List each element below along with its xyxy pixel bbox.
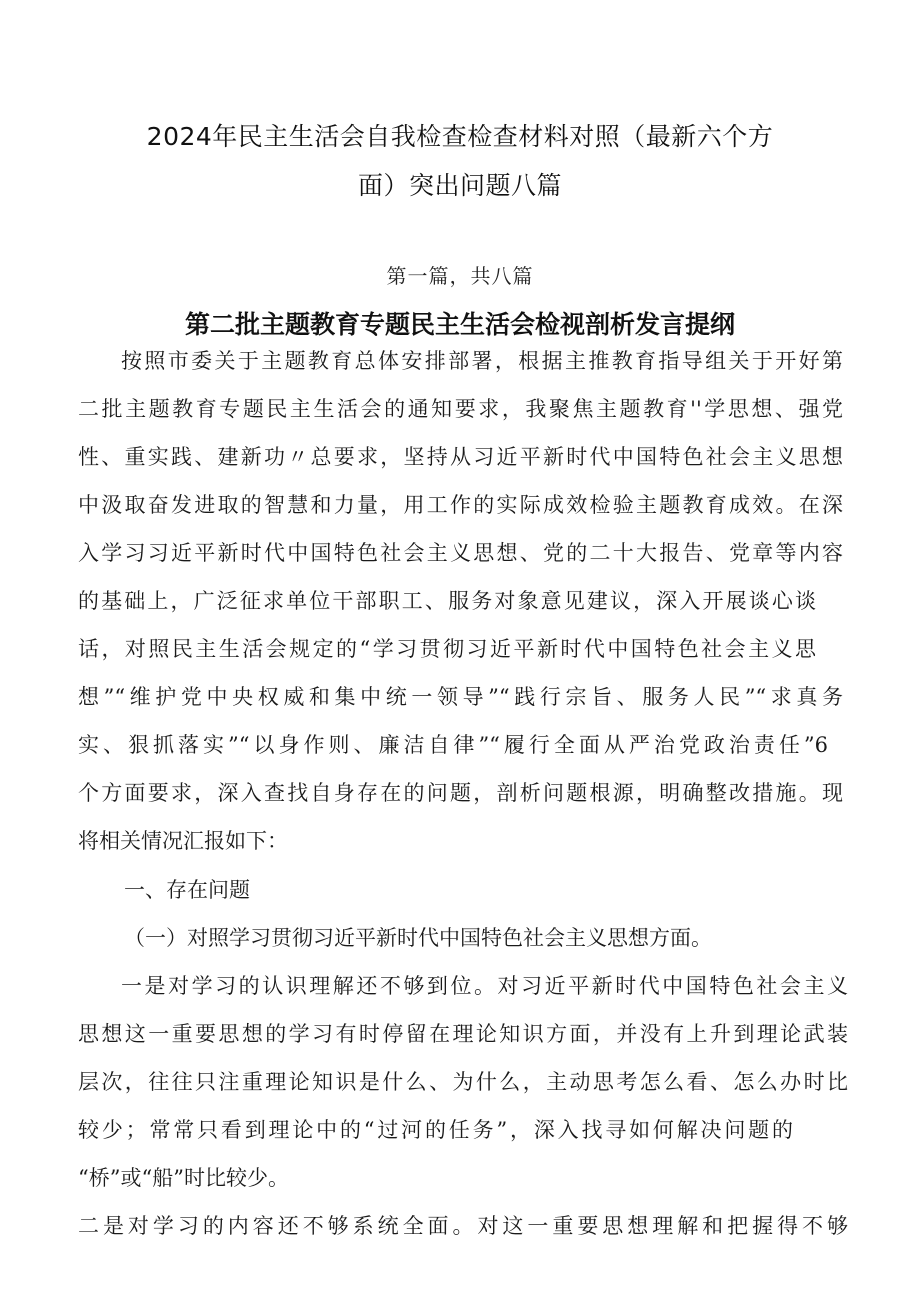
document-title-line-1: 2024年民主生活会自我检查检查材料对照（最新六个方 xyxy=(146,122,774,151)
body-line: 层次，往往只注重理论知识是什么、为什么，主动思考怎么看、怎么办时比 xyxy=(78,1070,848,1094)
body-line: 性、重实践、建新功〃总要求，坚持从习近平新时代中国特色社会主义思想 xyxy=(78,445,843,469)
body-line: 的基础上，广泛征求单位干部职工、服务对象意见建议，深入开展谈心谈 xyxy=(78,589,816,613)
body-line: “桥”或“船”时比较少。 xyxy=(78,1166,289,1190)
body-line: 话，对照民主生活会规定的“学习贯彻习近平新时代中国特色社会主义思 xyxy=(78,637,816,661)
body-line: 入学习习近平新时代中国特色社会主义思想、党的二十大报告、党章等内容 xyxy=(78,541,843,565)
body-line: 一是对学习的认识理解还不够到位。对习近平新时代中国特色社会主义 xyxy=(121,974,848,998)
body-line: 二批主题教育专题民主生活会的通知要求，我聚焦主题教育''学思想、强党 xyxy=(78,397,843,421)
body-line: 思想这一重要思想的学习有时停留在理论知识方面，并没有上升到理论武装 xyxy=(78,1022,848,1046)
body-line: 中汲取奋发进取的智慧和力量，用工作的实际成效检验主题教育成效。在深 xyxy=(78,493,843,517)
section-item-heading: 一、存在问题 xyxy=(124,878,250,902)
document-title-line-2: 面）突出问题八篇 xyxy=(357,171,562,200)
body-line: 想”“维护党中央权威和集中统一领导”“践行宗旨、服务人民”“求真务 xyxy=(78,685,843,709)
subsection-heading: （一）对照学习贯彻习近平新时代中国特色社会主义思想方面。 xyxy=(124,926,712,950)
section-heading: 第二批主题教育专题民主生活会检视剖析发言提纲 xyxy=(184,310,735,339)
body-line: 将相关情况汇报如下： xyxy=(78,829,288,853)
body-line: 实、狠抓落实”“以身作则、廉洁自律”“履行全面从严治党政治责任”6 xyxy=(78,733,828,757)
body-line: 较少；常常只看到理论中的“过河的任务”，深入找寻如何解决问题的 xyxy=(78,1118,793,1142)
body-line: 个方面要求，深入查找自身存在的问题，剖析问题根源，明确整改措施。现 xyxy=(78,781,843,805)
body-line: 二是对学习的内容还不够系统全面。对这一重要思想理解和把握得不够 xyxy=(78,1214,848,1238)
section-subtitle: 第一篇，共八篇 xyxy=(386,264,534,288)
body-line: 按照市委关于主题教育总体安排部署，根据主推教育指导组关于开好第 xyxy=(121,349,843,373)
